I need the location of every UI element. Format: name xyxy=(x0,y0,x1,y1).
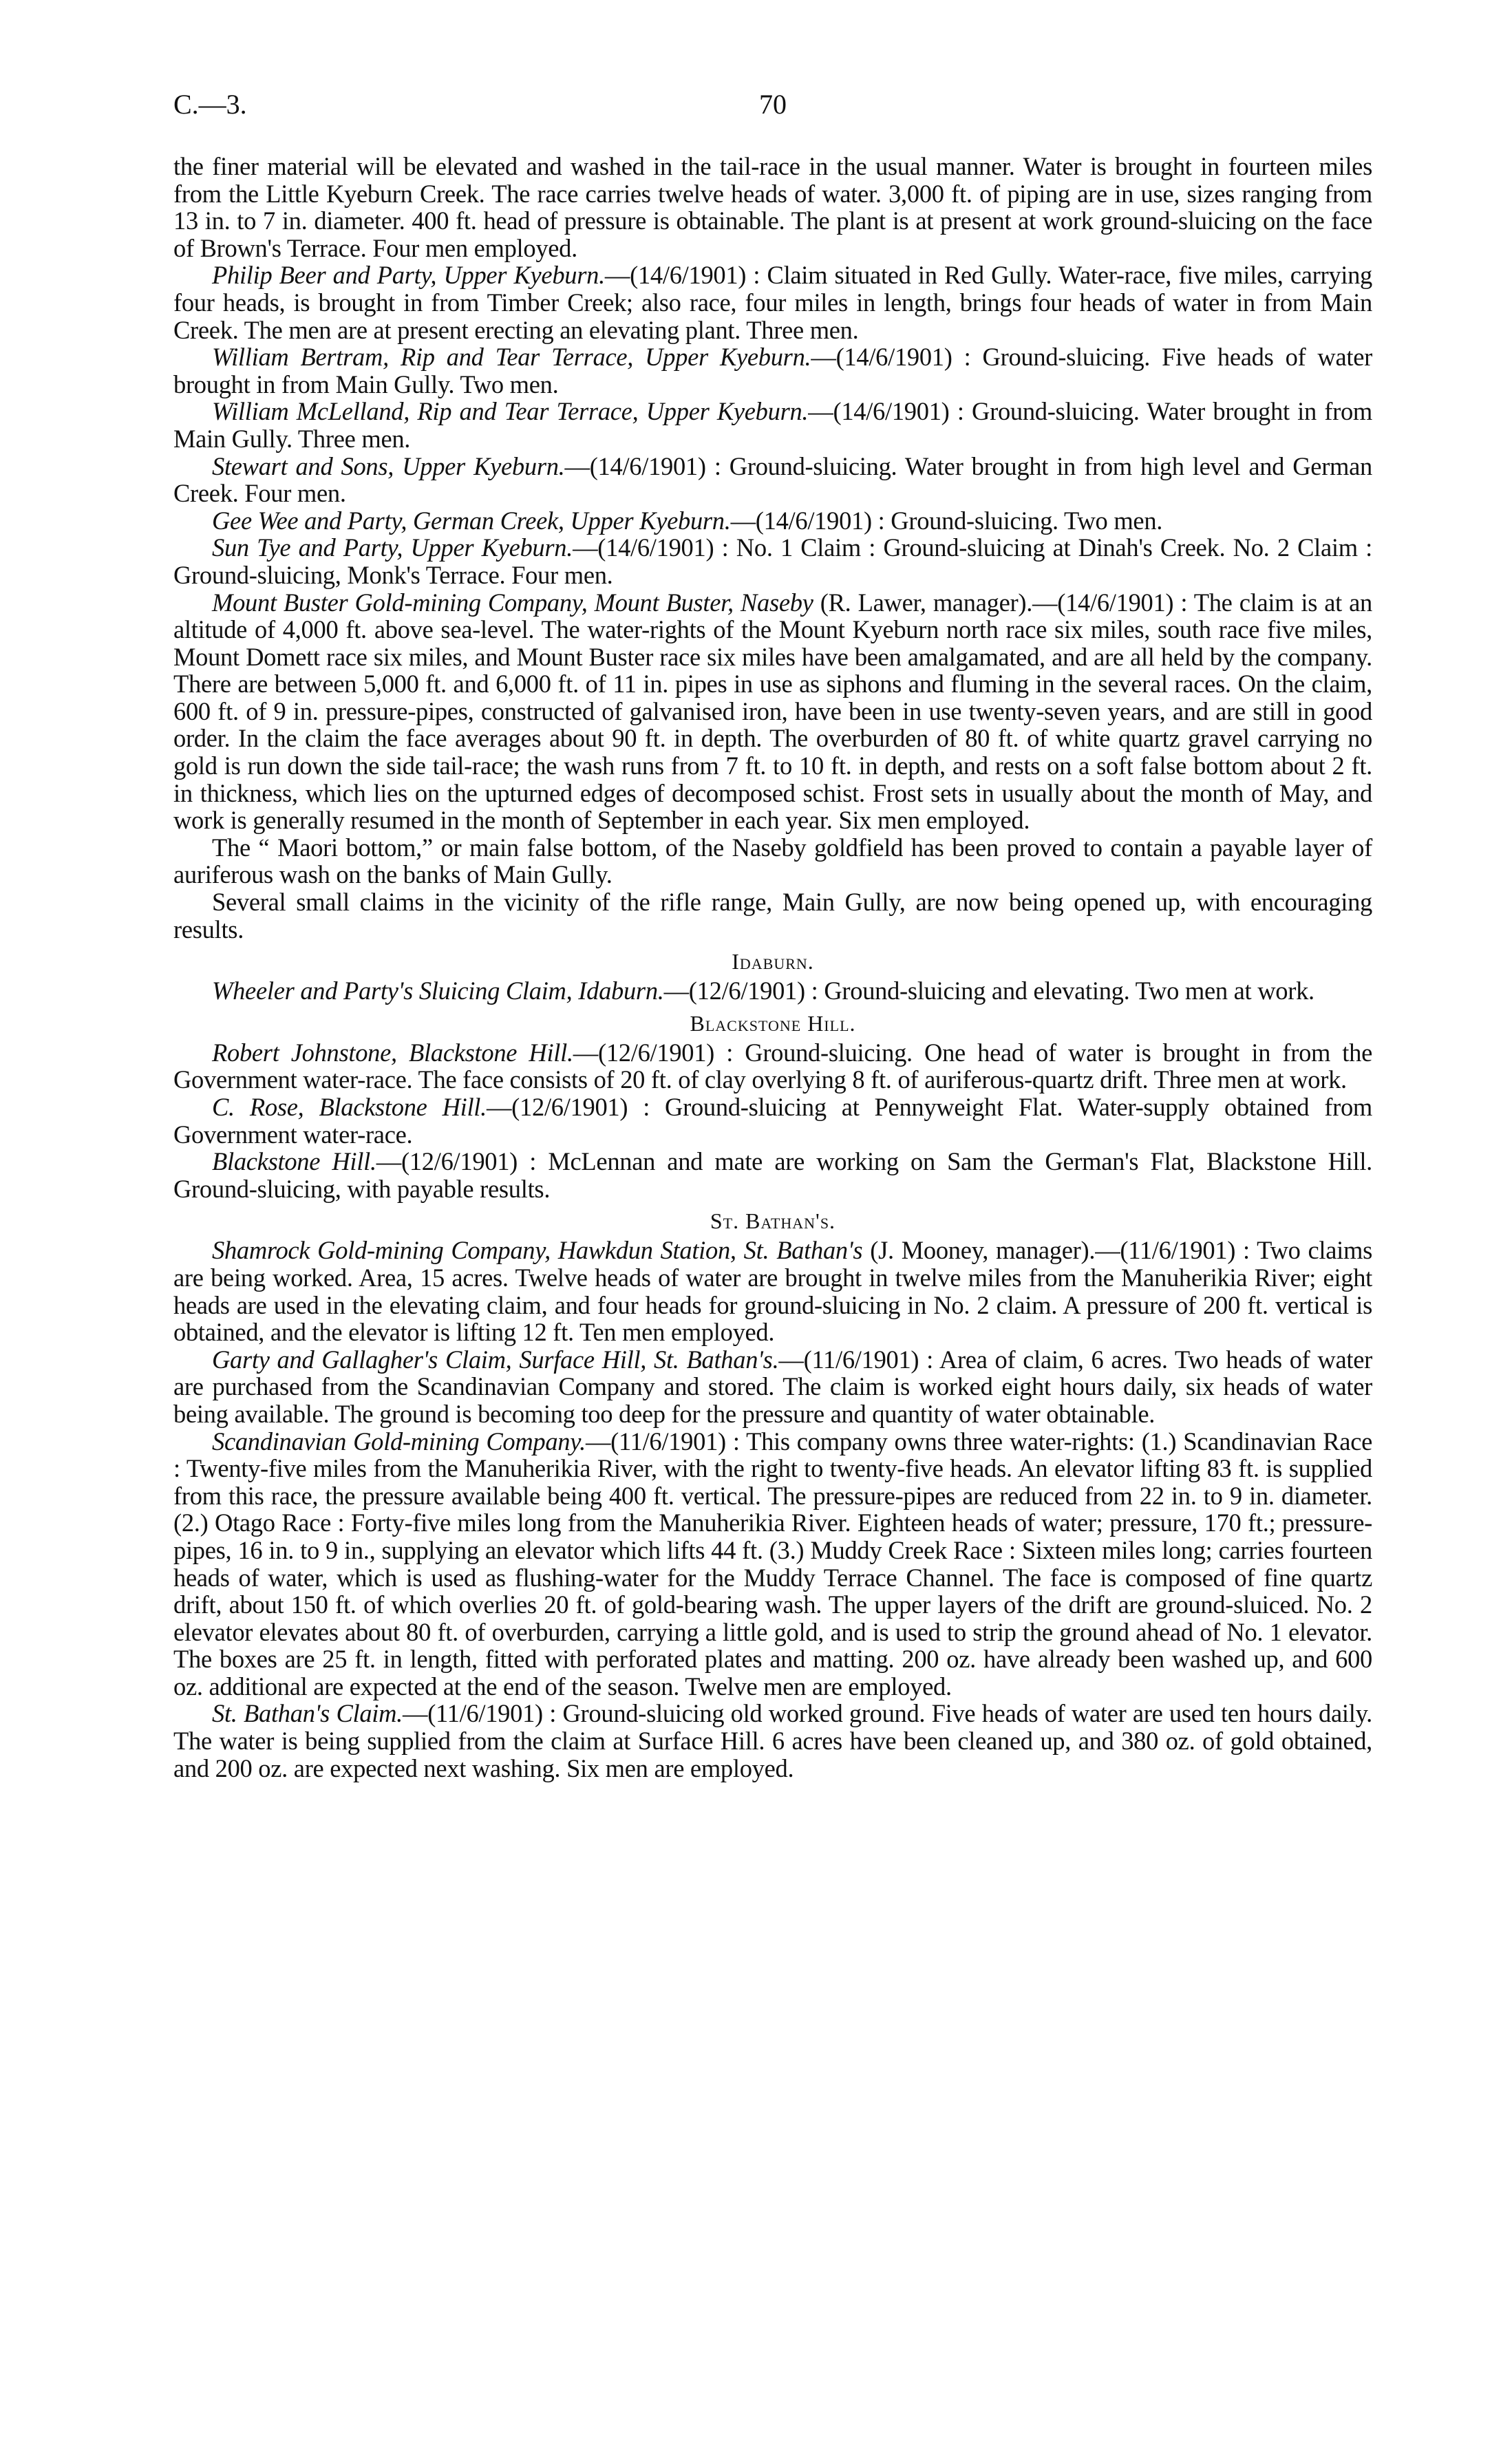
paragraph xyxy=(173,343,1372,398)
paragraph xyxy=(173,1148,1372,1202)
claim-title: Scandinavian Gold-mining Company. xyxy=(212,1427,586,1456)
paragraph xyxy=(173,1237,1372,1345)
section-heading-idaburn: Idaburn. xyxy=(732,949,814,974)
claim-title: St. Bathan's Claim. xyxy=(212,1699,403,1728)
claim-title: Wheeler and Party's Sluicing Claim, Idaburn. xyxy=(212,977,664,1005)
paragraph xyxy=(173,1346,1372,1428)
claim-title: Garty and Gallagher's Claim, Surface Hill, St. Bathan's. xyxy=(212,1345,779,1374)
paragraph xyxy=(173,1039,1372,1094)
paragraph xyxy=(173,534,1372,588)
claim-title: William Bertram, Rip and Tear Terrace, Upper Kyeburn. xyxy=(212,343,811,372)
paragraph xyxy=(173,1094,1372,1148)
paragraph-text: —(12/6/1901) : Ground-sluicing and elevating. Two men at work. xyxy=(663,977,1314,1005)
paragraph-text: —(11/6/1901) : Ground-sluicing old worked ground. Five heads of water are used ten hours daily. The water is being supplied from the claim at Surface Hill. 6 acres have been cleaned up, and 380 oz. of gold obtained, and 200 oz. are expected next washing. Six men are employed. xyxy=(173,1699,1372,1782)
paragraph-text: —(11/6/1901) : Area of claim, 6 acres. Two heads of water are purchased from the Scandinavian Company and stored. The claim is worked eight hours daily, six heads of water being available. The ground is becoming too deep for the pressure and quantity of water obtainable. xyxy=(173,1345,1372,1428)
claim-title: Blackstone Hill. xyxy=(212,1147,376,1176)
paragraph-text: —(14/6/1901) : Ground-sluicing. Water brought in from Main Gully. Three men. xyxy=(173,397,1373,453)
paragraph xyxy=(173,1700,1372,1782)
paragraph-text: —(12/6/1901) : Ground-sluicing at Pennyweight Flat. Water-supply obtained from Government water-race. xyxy=(173,1093,1372,1149)
paragraph xyxy=(173,1428,1372,1700)
claim-title: Sun Tye and Party, Upper Kyeburn. xyxy=(212,533,573,562)
claim-title: Mount Buster Gold-mining Company, Mount Buster, Naseby xyxy=(212,588,813,617)
claim-title: William McLelland, Rip and Tear Terrace, Upper Kyeburn. xyxy=(212,397,809,426)
paragraph-text: —(14/6/1901) : Claim situated in Red Gully. Water-race, five miles, carrying four heads, is brought in from Timber Creek; also race, four miles in length, brings four heads of water in from Main Creek. The men are at present erecting an elevating plant. Three men. xyxy=(173,261,1373,344)
paragraph xyxy=(173,153,1372,262)
paragraph-text: The “ Maori bottom,” or main false bottom, of the Naseby goldfield has been proved to contain a payable layer of auriferous wash on the banks of Main Gully. xyxy=(173,833,1372,889)
paragraph-text: —(14/6/1901) : Ground-sluicing. Water brought in from high level and German Creek. Four men. xyxy=(173,451,1372,508)
paragraph-text: —(12/6/1901) : Ground-sluicing. One head of water is brought in from the Government water-race. The face consists of 20 ft. of clay overlying 8 ft. of auriferous-quartz drift. Three men at work. xyxy=(173,1038,1372,1094)
claim-title: C. Rose, Blackstone Hill. xyxy=(212,1093,487,1121)
section-heading-st-bathans: St. Bathan's. xyxy=(710,1208,836,1234)
claim-title: Robert Johnstone, Blackstone Hill. xyxy=(212,1038,573,1067)
paragraph-group xyxy=(173,1039,1372,1203)
paragraph xyxy=(173,398,1372,452)
document-body xyxy=(173,153,1372,1782)
paragraph xyxy=(173,589,1372,834)
paragraph-text: (J. Mooney, manager).—(11/6/1901) : Two claims are being worked. Area, 15 acres. Twelve heads of water are brought in twelve miles from the Manuherikia River; eight heads are used in the elevating claim, and four heads for ground-sluicing in No. 2 claim. A pressure of 200 ft. vertical is obtained, and the elevator is lifting 12 ft. Ten men employed. xyxy=(173,1236,1372,1347)
claim-title: Philip Beer and Party, Upper Kyeburn. xyxy=(212,261,605,290)
section-heading-blackstone-hill: Blackstone Hill. xyxy=(690,1010,856,1036)
claim-title: Gee Wee and Party, German Creek, Upper Kyeburn. xyxy=(212,506,731,535)
paragraph-group xyxy=(173,153,1372,943)
paragraph xyxy=(173,507,1372,535)
paragraph-text: the finer material will be elevated and washed in the tail-race in the usual manner. Water is brought in fourteen miles from the Little Kyeburn Creek. The race carries twelve heads of water. 3,000 ft. of piping are in use, sizes ranging from 13 in. to 7 in. diameter. 400 ft. head of pressure is obtainable. The plant is at present at work ground-sluicing on the face of Brown's Terrace. Four men employed. xyxy=(173,152,1372,262)
claim-title: Shamrock Gold-mining Company, Hawkdun Station, St. Bathan's xyxy=(212,1236,863,1265)
paragraph xyxy=(173,888,1372,943)
paragraph xyxy=(173,453,1372,507)
paragraph-text: —(14/6/1901) : Ground-sluicing. Two men. xyxy=(730,506,1163,535)
page-number: 70 xyxy=(759,89,787,120)
paragraph-text: (R. Lawer, manager).—(14/6/1901) : The claim is at an altitude of 4,000 ft. above sea-level. The water-rights of the Mount Kyeburn north race six miles, south race five miles, Mount Domett race six miles, and Mount Buster race six miles have been amalgamated, and are all held by the company. There are between 5,000 ft. and 6,000 ft. of 11 in. pipes in use as siphons and fluming in the several races. On the claim, 600 ft. of 9 in. pressure-pipes, constructed of galvanised iron, have been in use twenty-seven years, and are still in good order. In the claim the face averages about 90 ft. in depth. The overburden of 80 ft. of white quartz gravel carrying no gold is run down the side tail-race; the wash runs from 7 ft. to 10 ft. in depth, and rests on a soft false bottom about 2 ft. in thickness, which lies on the upturned edges of decomposed schist. Frost sets in usually about the month of May, and work is generally resumed in the month of September in each year. Six men employed. xyxy=(173,588,1372,835)
document-reference: C.—3. xyxy=(173,89,247,120)
paragraph xyxy=(173,262,1372,343)
paragraph-group xyxy=(173,1237,1372,1782)
paragraph-text: —(11/6/1901) : This company owns three water-rights: (1.) Scandinavian Race : Twenty-five miles from the Manuherikia River, with the right to twenty-five heads. An elevator lifting 83 ft. is supplied from this race, the pressure available being 400 ft. vertical. The pressure-pipes are reduced from 22 in. to 9 in. diameter. (2.) Otago Race : Forty-five miles long from the Manuherikia River. Eighteen heads of water; pressure, 170 ft.; pressure-pipes, 16 in. to 9 in., supplying an elevator which lifts 44 ft. (3.) Muddy Creek Race : Sixteen miles long; carries fourteen heads of water, which is used as flushing-water for the Muddy Terrace Channel. The face is composed of fine quartz drift, about 150 ft. of which overlies 20 ft. of gold-bearing wash. The upper layers of the drift are ground-sluiced. No. 2 elevator elevates about 80 ft. of overburden, carrying a little gold, and is used to strip the ground ahead of No. 1 elevator. The boxes are 25 ft. in length, fitted with perforated plates and matting. 200 oz. have already been washed up, and 600 oz. additional are expected at the end of the season. Twelve men are employed. xyxy=(173,1427,1372,1700)
paragraph-text: —(14/6/1901) : No. 1 Claim : Ground-sluicing at Dinah's Creek. No. 2 Claim : Ground-sluicing, Monk's Terrace. Four men. xyxy=(173,533,1373,589)
paragraph-text: —(14/6/1901) : Ground-sluicing. Five heads of water brought in from Main Gully. Two men. xyxy=(173,343,1372,398)
paragraph-text: —(12/6/1901) : McLennan and mate are working on Sam the German's Flat, Blackstone Hill. Ground-sluicing, with payable results. xyxy=(173,1147,1372,1203)
paragraph-group xyxy=(173,977,1372,1005)
paragraph xyxy=(173,977,1372,1005)
paragraph xyxy=(173,834,1372,888)
page-header xyxy=(173,88,1372,122)
claim-title: Stewart and Sons, Upper Kyeburn. xyxy=(212,451,565,480)
paragraph-text: Several small claims in the vicinity of the rifle range, Main Gully, are now being opened up, with encouraging results. xyxy=(173,888,1372,943)
